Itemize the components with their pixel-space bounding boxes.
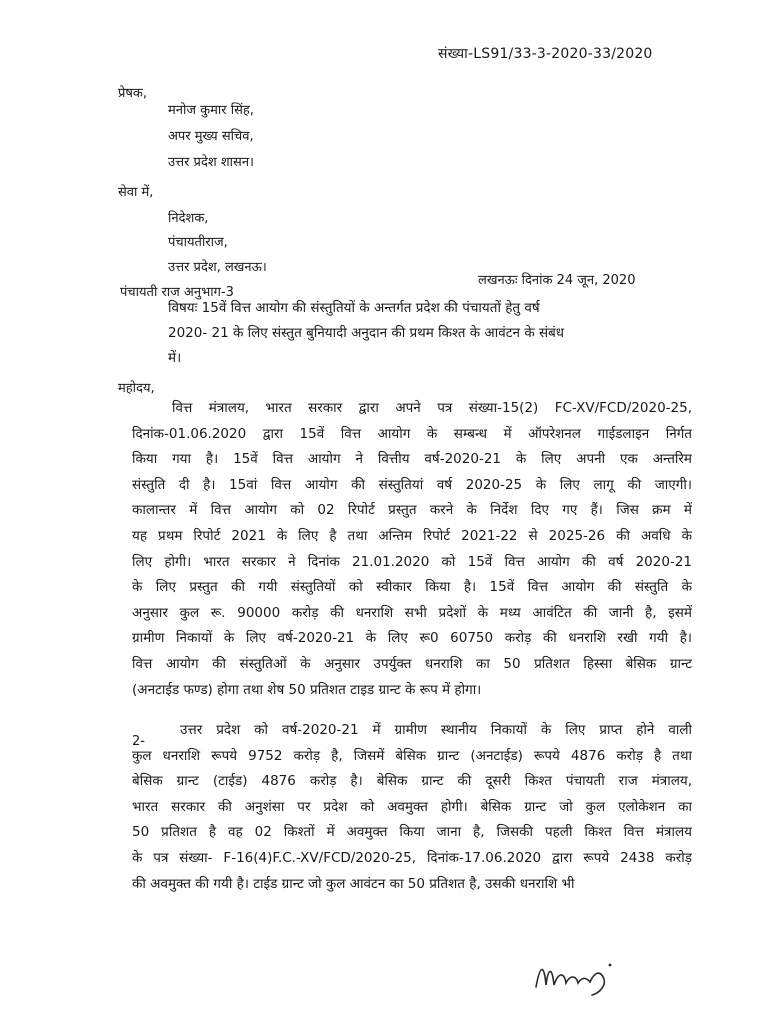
paragraph-1-line: यह प्रथम रिपोर्ट 2021 के लिए है तथा अन्तिम रिपोर्ट 2021-22 से 2025-26 की अवधि के (132, 527, 692, 544)
paragraph-2-number: 2- (132, 734, 145, 749)
salutation: महोदय, (118, 381, 155, 396)
sender-office: उत्तर प्रदेश शासन। (168, 155, 254, 170)
to-label: सेवा में, (118, 185, 154, 200)
paragraph-1-line: लिए होगी। भारत सरकार ने दिनांक 21.01.2020 को 15वें वित्त आयोग की वर्ष 2020-21 (132, 553, 692, 570)
paragraph-2-line: उत्तर प्रदेश को वर्ष-2020-21 में ग्रामीण स्थानीय निकायों के लिए प्राप्त होने वाली (180, 722, 692, 738)
from-label: प्रेषक, (118, 86, 148, 101)
paragraph-1-line: अनुसार कुल रू. 90000 करोड़ की धनराशि सभी प्रदेशों के मध्य आवंटित की जानी है, इसमें (132, 604, 692, 621)
paragraph-1-line: वित्त मंत्रालय, भारत सरकार द्वारा अपने पत्र संख्या-15(2) FC-XV/FCD/2020-25, (172, 400, 692, 416)
paragraph-1-line: वित्त आयोग की संस्तुतिओं के अनुसार उपर्युक्त धनराशि का 50 प्रतिशत हिस्सा बेसिक ग्रान्ट (132, 655, 692, 672)
sender-designation: अपर मुख्य सचिव, (168, 129, 254, 144)
recipient-department: पंचायतीराज, (168, 235, 228, 250)
paragraph-1-line: दिनांक-01.06.2020 द्वारा 15वें वित्त आयोग के सम्बन्ध में ऑपरेशनल गाईडलाइन निर्गत (132, 425, 692, 442)
paragraph-2 (132, 718, 692, 897)
subject-line-3: में। (168, 350, 182, 366)
signature-mark (530, 955, 620, 1000)
paragraph-1-line: ग्रामीण निकायों के लिए वर्ष-2020-21 के लिए रू0 60750 करोड़ की धनराशि रखी गयी है। (132, 630, 692, 647)
recipient-title: निदेशक, (168, 211, 209, 226)
paragraph-1-line: के लिए प्रस्तुत की गयी संस्तुतियों को स्वीकार किया है। 15वें वित्त आयोग की संस्तुति के (132, 579, 692, 596)
paragraph-1-line: (अनटाईड फण्ड) होगा तथा शेष 50 प्रतिशत टाइड ग्रान्ट के रूप में होगा। (132, 681, 482, 698)
place-date: लखनऊः दिनांक 24 जून, 2020 (478, 273, 636, 288)
subject-line-1: विषयः 15वें वित्त आयोग की संस्तुतियों के अन्तर्गत प्रदेश की पंचायतों हेतु वर्ष (168, 300, 540, 316)
section-name: पंचायती राज अनुभाग-3 (120, 285, 234, 300)
paragraph-1-line: संस्तुति दी है। 15वां वित्त आयोग की संस्तुतियां वर्ष 2020-25 के लिए लागू की जाएगी। (132, 476, 692, 493)
paragraph-1-line: किया गया है। 15वें वित्त आयोग ने वित्तीय वर्ष-2020-21 के लिए अपनी एक अन्तरिम (132, 451, 692, 468)
paragraph-2-line: के पत्र संख्या- F-16(4)F.C.-XV/FCD/2020-25, दिनांक-17.06.2020 द्वारा रूपये 2438 करोड़ (132, 849, 692, 866)
paragraph-2-line: की अवमुक्त की गयी है। टाईड ग्रान्ट जो कुल आवंटन का 50 प्रतिशत है, उसकी धनराशि भी (132, 875, 575, 892)
subject-line-2: 2020- 21 के लिए संस्तुत बुनियादी अनुदान की प्रथम किश्त के आवंटन के संबंध (168, 325, 565, 341)
paragraph-1 (132, 396, 692, 703)
paragraph-2-line: भारत सरकार की अनुशंसा पर प्रदेश को अवमुक्त होगी। बेसिक ग्रान्ट जो कुल एलोकेशन का (132, 798, 692, 815)
paragraph-1-line: कालान्तर में वित्त आयोग को 02 रिपोर्ट प्रस्तुत करने के निर्देश दिए गए हैं। जिस क्रम में (132, 502, 692, 519)
recipient-location: उत्तर प्रदेश, लखनऊ। (168, 260, 267, 275)
paragraph-2-line: कुल धनराशि रूपये 9752 करोड़ है, जिसमें बेसिक ग्रान्ट (अनटाईड) रूपये 4876 करोड़ है तथा (132, 747, 692, 764)
paragraph-2-line: बेसिक ग्रान्ट (टाईड) 4876 करोड़ है। बेसिक ग्रान्ट की दूसरी किश्त पंचायती राज मंत्रालय, (132, 773, 692, 790)
paragraph-2-line: 50 प्रतिशत है वह 02 किश्तों में अवमुक्त किया जाना है, जिसकी पहली किश्त वित्त मंत्रालय (132, 824, 692, 841)
reference-number: संख्या-LS91/33-3-2020-33/2020 (438, 46, 653, 62)
sender-name: मनोज कुमार सिंह, (168, 103, 254, 118)
